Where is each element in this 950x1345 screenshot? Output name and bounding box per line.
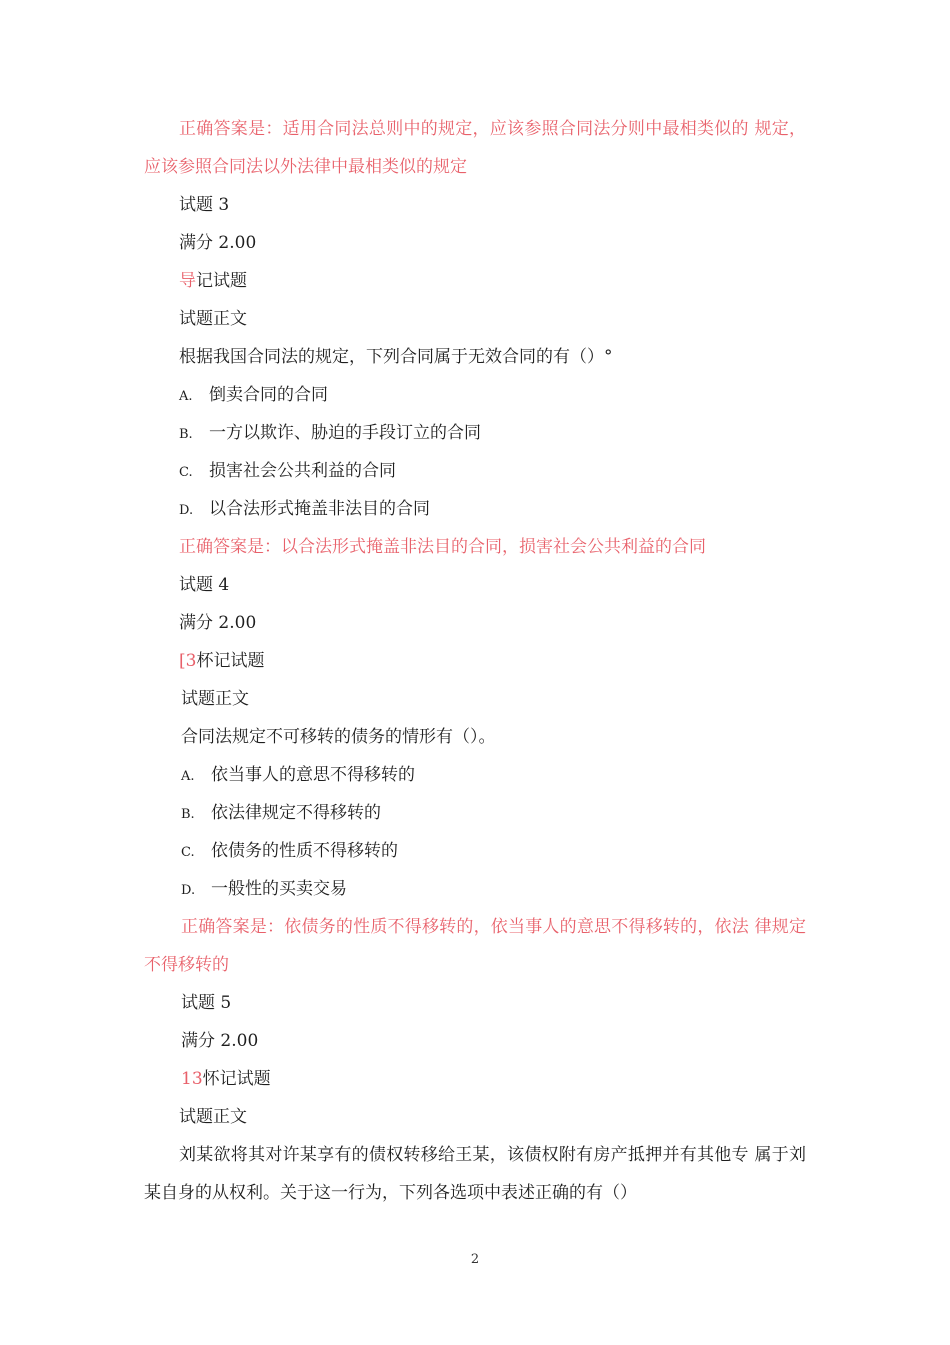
q3-option-d[interactable] <box>144 490 806 528</box>
option-text: 一方以欺诈、胁迫的手段订立的合同 <box>209 423 481 443</box>
option-text: 依债务的性质不得移转的 <box>211 841 398 861</box>
q4-number: 试题 4 <box>179 575 230 595</box>
option-letter: B. <box>181 807 195 822</box>
option-text: 一般性的买卖交易 <box>211 879 347 899</box>
q5-body-label: 试题正文 <box>179 1107 247 1127</box>
q3-flag[interactable] <box>144 262 806 300</box>
option-text: 倒卖合同的合同 <box>209 385 328 405</box>
q5-stem: 刘某欲将其对许某享有的债权转移给王某，该债权附有房产抵押并有其他专 属于刘某自身的从权利。关于这一行为，下列各选项中表述正确的有（） <box>144 1145 806 1203</box>
q4-score: 满分 2.00 <box>179 613 257 633</box>
q2-answer: 正确答案是：适用合同法总则中的规定，应该参照合同法分则中最相类似的 规定，应该参照合同法以外法律中最相类似的规定 <box>144 119 806 177</box>
option-letter: D. <box>181 883 196 898</box>
q5-flag-mark: 13 <box>181 1069 203 1089</box>
option-letter: A. <box>179 389 193 404</box>
q4-option-d[interactable] <box>144 870 806 908</box>
q3-option-a[interactable] <box>144 376 806 414</box>
option-text: 以合法形式掩盖非法目的合同 <box>209 499 430 519</box>
q4-flag-mark: [3 <box>179 651 197 671</box>
option-text: 依法律规定不得移转的 <box>211 803 381 823</box>
option-text: 依当事人的意思不得移转的 <box>211 765 415 785</box>
q4-flag-text: 杯记试题 <box>196 651 265 671</box>
q4-option-b[interactable] <box>144 794 806 832</box>
page-number: 2 <box>470 1252 480 1267</box>
q3-answer: 正确答案是：以合法形式掩盖非法目的合同，损害社会公共利益的合同 <box>179 537 706 557</box>
content-column <box>144 110 806 1212</box>
q5-flag-text: 怀记试题 <box>202 1069 271 1089</box>
q4-flag[interactable] <box>144 642 806 680</box>
q4-option-a[interactable] <box>144 756 806 794</box>
option-letter: C. <box>181 845 195 860</box>
q3-option-b[interactable] <box>144 414 806 452</box>
q3-flag-text: 记试题 <box>196 271 247 291</box>
q5-flag[interactable] <box>144 1060 806 1098</box>
q4-body-label: 试题正文 <box>181 689 249 709</box>
q3-number: 试题 3 <box>179 195 230 215</box>
q3-flag-mark: 导 <box>179 271 196 291</box>
q3-stem: 根据我国合同法的规定，下列合同属于无效合同的有（）° <box>179 347 613 367</box>
q4-answer: 正确答案是：依债务的性质不得移转的，依当事人的意思不得移转的，依法 律规定不得移转的 <box>144 917 806 975</box>
q3-score: 满分 2.00 <box>179 233 257 253</box>
option-letter: D. <box>179 503 194 518</box>
q5-score: 满分 2.00 <box>181 1031 259 1051</box>
q4-option-c[interactable] <box>144 832 806 870</box>
option-letter: C. <box>179 465 193 480</box>
q3-body-label: 试题正文 <box>179 309 247 329</box>
option-letter: B. <box>179 427 193 442</box>
q4-stem: 合同法规定不可移转的债务的情形有（）。 <box>181 727 496 747</box>
option-text: 损害社会公共利益的合同 <box>209 461 396 481</box>
q5-number: 试题 5 <box>181 993 232 1013</box>
q3-option-c[interactable] <box>144 452 806 490</box>
option-letter: A. <box>181 769 195 784</box>
